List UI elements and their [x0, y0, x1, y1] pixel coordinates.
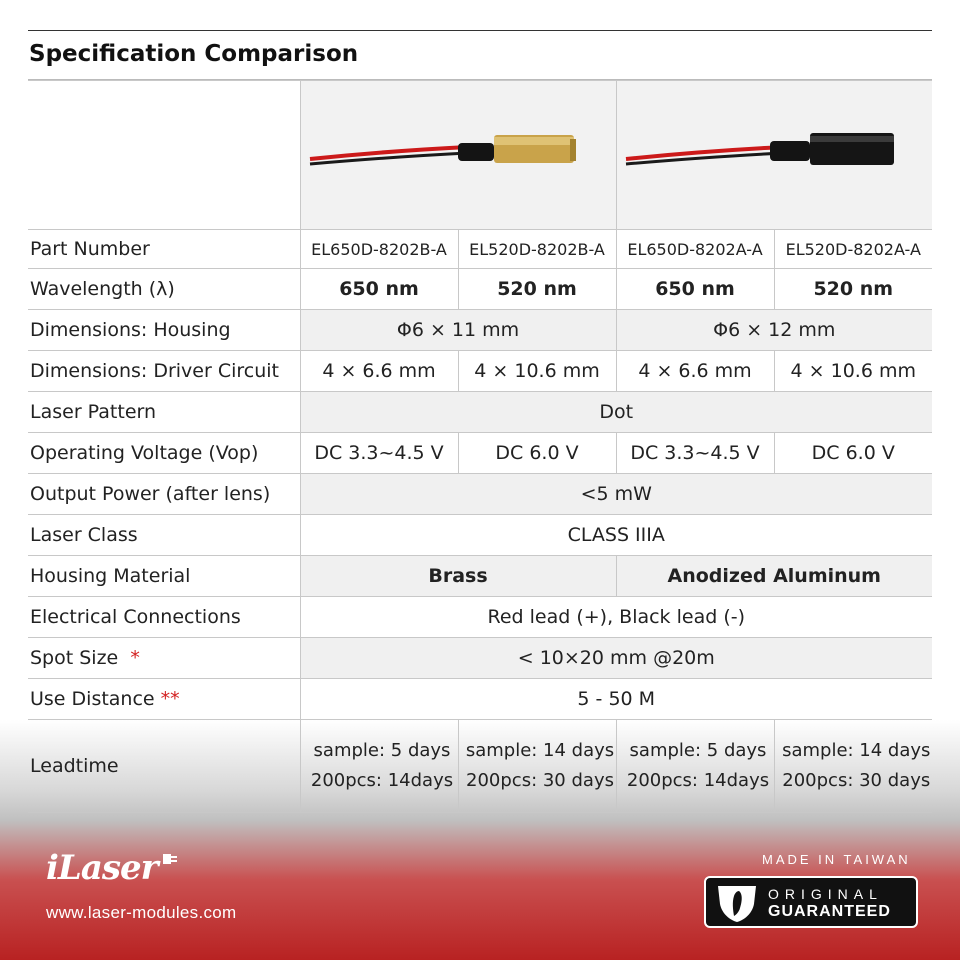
badge-guaranteed: GUARANTEED — [768, 903, 891, 920]
row-operating-voltage — [28, 433, 932, 474]
row-housing-material — [28, 556, 932, 597]
wavelength-2: 520 nm — [458, 269, 616, 310]
use-distance-value: 5 - 50 M — [300, 679, 932, 720]
wavelength-1: 650 nm — [300, 269, 458, 310]
leadtime-4-bulk: 200pcs: 30 days — [782, 770, 931, 791]
leadtime-3-bulk: 200pcs: 14days — [626, 770, 770, 791]
label-wavelength: Wavelength (λ) — [28, 269, 300, 310]
row-output-power — [28, 474, 932, 515]
label-spot-size-cell — [28, 638, 300, 679]
row-laser-pattern — [28, 392, 932, 433]
part-number-2: EL520D-8202B-A — [458, 230, 616, 269]
leadtime-4-sample: sample: 14 days — [782, 740, 931, 761]
row-wavelength — [28, 269, 932, 310]
label-spot-size: Spot Size — [30, 647, 119, 669]
label-output-power: Output Power (after lens) — [28, 474, 300, 515]
driver-dimensions-4: 4 × 10.6 mm — [774, 351, 932, 392]
row-spot-size — [28, 638, 932, 679]
leadtime-1-bulk: 200pcs: 14days — [310, 770, 454, 791]
output-power-value: <5 mW — [300, 474, 932, 515]
page-title: Specification Comparison — [29, 41, 359, 67]
row-driver-dimensions — [28, 351, 932, 392]
part-number-1: EL650D-8202B-A — [300, 230, 458, 269]
badge-original: ORIGINAL — [768, 886, 883, 902]
electrical-connections-value: Red lead (+), Black lead (-) — [300, 597, 932, 638]
image-row — [28, 81, 932, 230]
label-operating-voltage: Operating Voltage (Vop) — [28, 433, 300, 474]
row-housing-dimensions — [28, 310, 932, 351]
housing-dimensions-a: Φ6 × 12 mm — [616, 310, 932, 351]
brand-logo: iLaser — [46, 848, 158, 888]
label-laser-class: Laser Class — [28, 515, 300, 556]
voltage-3: DC 3.3~4.5 V — [616, 433, 774, 474]
row-part-number — [28, 230, 932, 269]
part-number-3: EL650D-8202A-A — [616, 230, 774, 269]
made-in-taiwan: MADE IN TAIWAN — [762, 852, 911, 867]
brand-logo-block — [46, 848, 179, 888]
voltage-4: DC 6.0 V — [774, 433, 932, 474]
voltage-2: DC 6.0 V — [458, 433, 616, 474]
leadtime-4 — [774, 720, 932, 813]
label-laser-pattern: Laser Pattern — [28, 392, 300, 433]
title-bar — [28, 30, 932, 80]
driver-dimensions-2: 4 × 10.6 mm — [458, 351, 616, 392]
black-module-image — [616, 81, 932, 230]
label-use-distance-cell — [28, 679, 300, 720]
row-leadtime — [28, 720, 932, 813]
label-part-number: Part Number — [28, 230, 300, 269]
housing-material-a: Anodized Aluminum — [616, 556, 932, 597]
driver-dimensions-1: 4 × 6.6 mm — [300, 351, 458, 392]
housing-material-b: Brass — [300, 556, 616, 597]
driver-dimensions-3: 4 × 6.6 mm — [616, 351, 774, 392]
laser-class-value: CLASS IIIA — [300, 515, 932, 556]
leadtime-1-sample: sample: 5 days — [313, 740, 451, 761]
taiwan-shield-icon — [714, 882, 760, 924]
original-guaranteed-badge — [704, 876, 918, 928]
black-laser-module-photo-icon — [624, 115, 924, 195]
laser-pattern-value: Dot — [300, 392, 932, 433]
image-row-label — [28, 81, 300, 230]
wavelength-3: 650 nm — [616, 269, 774, 310]
spot-size-value: < 10×20 mm @20m — [300, 638, 932, 679]
leadtime-2 — [458, 720, 616, 813]
website-url[interactable]: www.laser-modules.com — [46, 903, 237, 922]
leadtime-2-bulk: 200pcs: 30 days — [466, 770, 614, 791]
row-laser-class — [28, 515, 932, 556]
label-driver-dimensions: Dimensions: Driver Circuit — [28, 351, 300, 392]
label-housing-material: Housing Material — [28, 556, 300, 597]
part-number-4: EL520D-8202A-A — [774, 230, 932, 269]
label-housing-dimensions: Dimensions: Housing — [28, 310, 300, 351]
leadtime-3 — [616, 720, 774, 813]
spot-size-footnote-mark: * — [130, 647, 140, 669]
leadtime-2-sample: sample: 14 days — [465, 740, 615, 761]
use-distance-footnote-mark: ** — [160, 688, 180, 710]
brass-laser-module-photo-icon — [308, 115, 608, 195]
label-electrical-connections: Electrical Connections — [28, 597, 300, 638]
voltage-1: DC 3.3~4.5 V — [300, 433, 458, 474]
row-electrical-connections — [28, 597, 932, 638]
housing-dimensions-b: Φ6 × 11 mm — [300, 310, 616, 351]
leadtime-1 — [300, 720, 458, 813]
label-use-distance: Use Distance — [30, 688, 155, 710]
leadtime-3-sample: sample: 5 days — [629, 740, 767, 761]
label-leadtime: Leadtime — [28, 720, 300, 813]
row-use-distance — [28, 679, 932, 720]
spec-table — [28, 80, 932, 813]
brass-module-image — [300, 81, 616, 230]
wavelength-4: 520 nm — [774, 269, 932, 310]
plug-icon — [161, 848, 179, 870]
